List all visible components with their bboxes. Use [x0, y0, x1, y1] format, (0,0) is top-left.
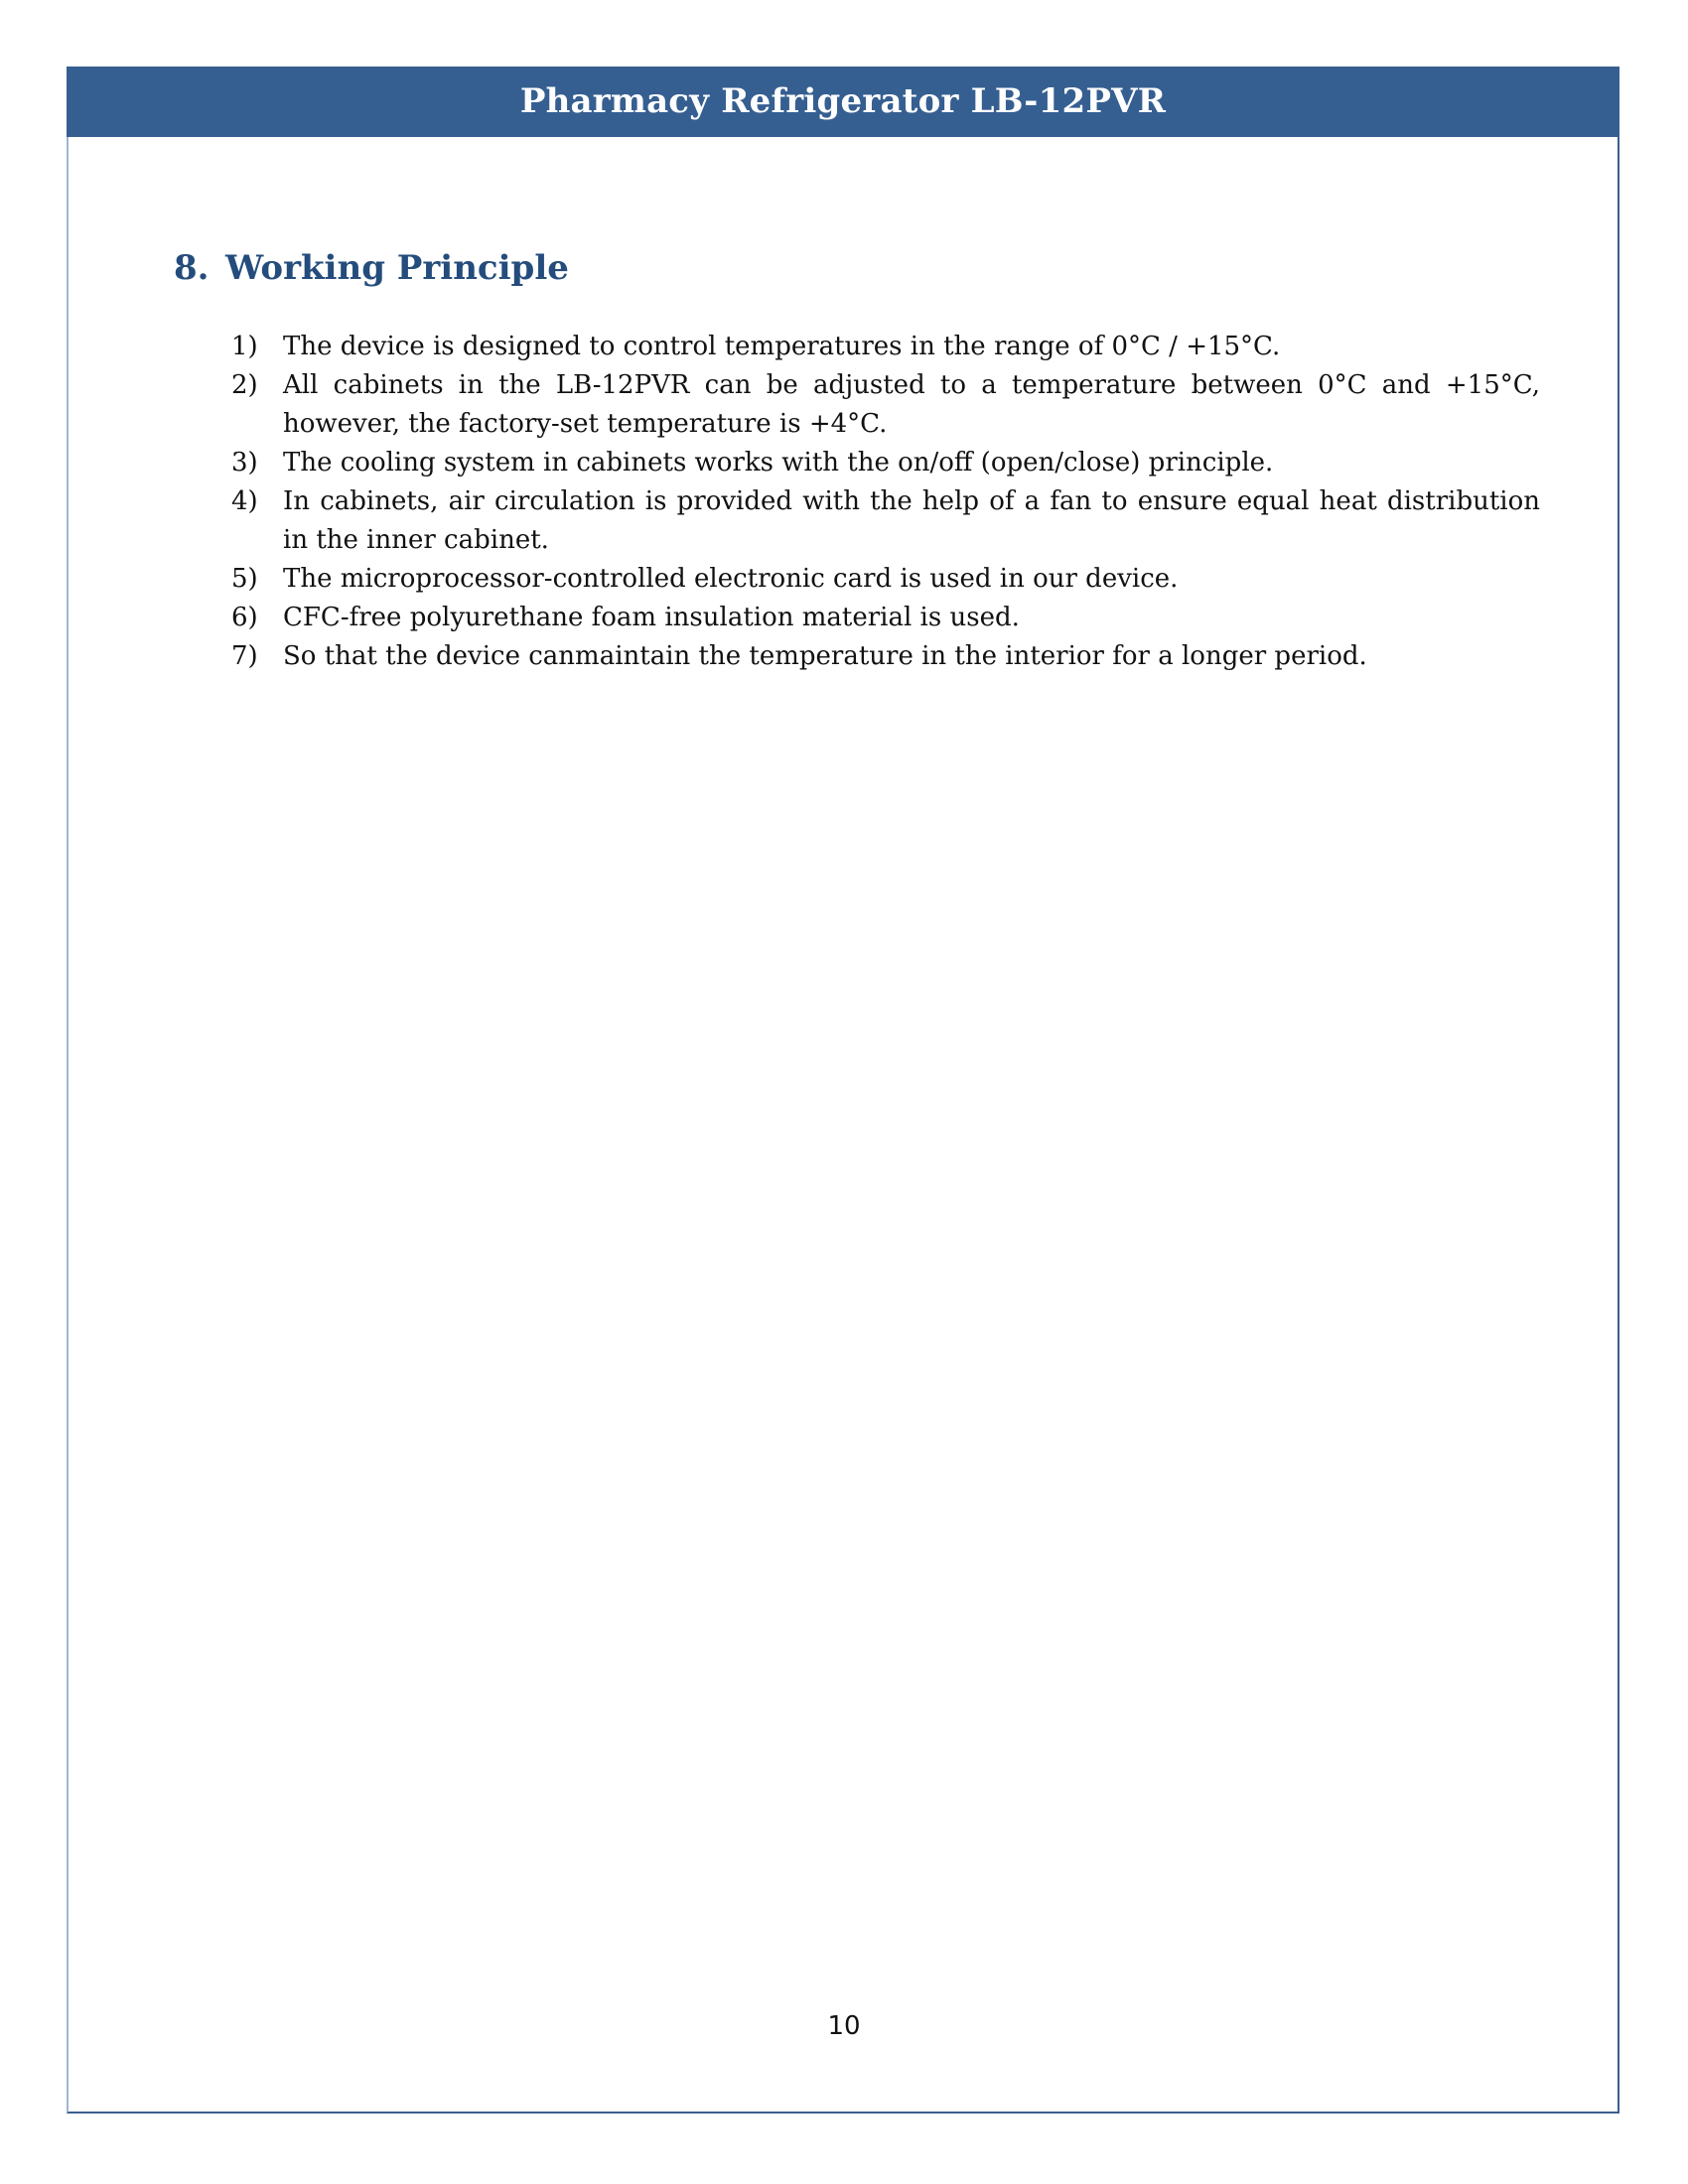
list-item	[231, 560, 1540, 599]
list-item-text: All cabinets in the LB-12PVR can be adjusted to a temperature between 0°C and +15°C, however, the factory-set temperature is +4°C.	[283, 370, 1540, 439]
list-item	[231, 444, 1540, 482]
section-title: Working Principle	[225, 248, 569, 288]
list-item-text: CFC-free polyurethane foam insulation material is used.	[283, 603, 1020, 632]
list-item-marker: 7)	[231, 641, 258, 671]
list-item-text: The microprocessor-controlled electronic card is used in our device.	[283, 564, 1179, 594]
list-item	[231, 599, 1540, 637]
list-item-marker: 2)	[231, 370, 258, 400]
list-item-marker: 4)	[231, 486, 258, 516]
list-item-marker: 5)	[231, 564, 258, 594]
document-header	[67, 67, 1619, 137]
list-item	[231, 366, 1540, 444]
section-number: 8.	[174, 248, 210, 288]
list-item-text: The cooling system in cabinets works with the on/off (open/close) principle.	[283, 448, 1274, 478]
list-item	[231, 482, 1540, 560]
list-item-marker: 1)	[231, 332, 258, 361]
principle-list	[231, 328, 1540, 676]
list-item-marker: 3)	[231, 448, 258, 478]
list-item-text: The device is designed to control temperatures in the range of 0°C / +15°C.	[283, 332, 1281, 361]
list-item-text: So that the device canmaintain the temperature in the interior for a longer period.	[283, 641, 1367, 671]
list-item-marker: 6)	[231, 603, 258, 632]
list-item-text: In cabinets, air circulation is provided with the help of a fan to ensure equal heat distribution in the inner cabinet.	[283, 486, 1540, 555]
page-number: 10	[827, 2011, 861, 2041]
document-title: Pharmacy Refrigerator LB-12PVR	[519, 81, 1167, 121]
section-heading	[174, 244, 569, 292]
list-item	[231, 328, 1540, 366]
list-item	[231, 637, 1540, 676]
